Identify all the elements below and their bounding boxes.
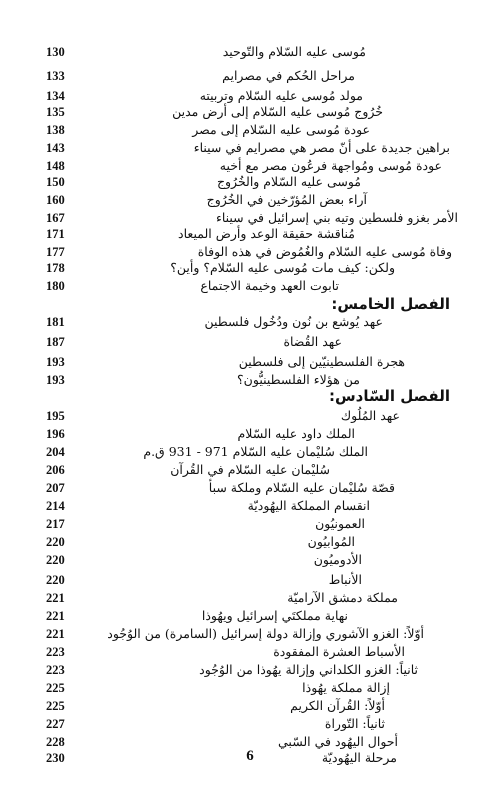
toc-page-number: 150 <box>46 175 65 189</box>
toc-title: عهد القُضاة <box>283 334 342 349</box>
toc-title: من هؤلاء الفلسطينيُّون؟ <box>237 372 360 387</box>
toc-title: آراء بعض المُؤرّخين في الخُرُوج <box>206 192 367 207</box>
toc-page-number: 207 <box>46 481 65 495</box>
toc-entry <box>0 352 500 372</box>
toc-entry <box>0 532 500 552</box>
toc-title: أوّلاً: القُرآن الكريم <box>290 698 385 713</box>
toc-title: براهين جديدة على أنّ مصر هي مصرايم في سيناء <box>193 140 450 155</box>
toc-page-number: 221 <box>46 591 65 605</box>
toc-title: سُليْمان عليه السّلام في القُرآن <box>170 462 330 477</box>
toc-title: أحوال اليهُود في السّبي <box>278 734 398 749</box>
toc-page-number: 223 <box>46 645 65 659</box>
toc-page-number: 195 <box>46 409 65 423</box>
toc-title: الأمر بغزو فلسطين وتيه بني إسرائيل في سيناء <box>215 210 458 225</box>
toc-entry <box>0 424 500 444</box>
toc-entry <box>0 66 500 86</box>
toc-title: عهد المُلُوك <box>340 408 400 423</box>
toc-title: أوّلاً: الغزو الآشوري وإزالة دولة إسرائيل (السامرة) من الوُجُود <box>107 626 424 641</box>
toc-entry <box>0 172 500 192</box>
toc-page-number: 223 <box>46 663 65 677</box>
toc-title: قصّة سُليْمان عليه السّلام وملكة سبأ <box>208 480 395 495</box>
toc-page-number: 193 <box>46 355 65 369</box>
toc-page-number: 196 <box>46 427 65 441</box>
toc-title: عودة مُوسى عليه السّلام إلى مصر <box>192 122 370 137</box>
toc-title: مرحلة اليهُوديّة <box>321 750 397 765</box>
toc-title: خُرُوج مُوسى عليه السّلام إلى أرض مدين <box>172 104 383 119</box>
toc-page-number: 220 <box>46 553 65 567</box>
toc-page-number: 177 <box>46 245 65 259</box>
toc-entry <box>0 190 500 210</box>
toc-title: الملك سُليْمان عليه السّلام 971 - 931 ق.م <box>143 444 368 459</box>
toc-title: مملكة دمشق الآراميّة <box>287 590 398 605</box>
toc-title: انقسام المملكة اليهُوديّة <box>247 498 370 513</box>
toc-entry <box>0 442 500 462</box>
toc-entry <box>0 660 500 680</box>
toc-title: الأسباط العشرة المفقودة <box>273 644 405 659</box>
toc-title: ولكن: كيف مات مُوسى عليه السّلام؟ وأين؟ <box>170 260 395 275</box>
toc-title: ثانياً: التّوراة <box>324 716 385 731</box>
toc-entry <box>0 496 500 516</box>
toc-title: هجرة الفلسطينيّين إلى فلسطين <box>238 354 405 369</box>
toc-title: مولد مُوسى عليه السّلام وتربيته <box>199 88 363 103</box>
toc-entry <box>0 102 500 122</box>
toc-title: الأدوميُون <box>313 552 362 567</box>
toc-entry <box>0 642 500 662</box>
toc-entry <box>0 514 500 534</box>
toc-entry <box>0 460 500 480</box>
toc-title: المُوابيُون <box>307 534 355 549</box>
toc-title: الفصل الخامس: <box>331 295 450 313</box>
toc-page-number: 214 <box>46 499 65 513</box>
toc-title: العمونيُون <box>315 516 365 531</box>
toc-entry <box>0 550 500 570</box>
toc-page-number: 180 <box>46 279 65 293</box>
toc-page-number: 217 <box>46 517 65 531</box>
toc-entry <box>0 120 500 140</box>
toc-entry <box>0 624 500 644</box>
toc-page-number: 187 <box>46 335 65 349</box>
toc-title: وفاة مُوسى عليه السّلام والغُمُوض في هذه الوفاة <box>197 244 452 259</box>
toc-entry <box>0 478 500 498</box>
toc-page-number: 133 <box>46 69 65 83</box>
toc-page-number: 134 <box>46 89 65 103</box>
toc-page-number: 148 <box>46 159 65 173</box>
toc-page-number: 220 <box>46 535 65 549</box>
toc-section-heading <box>0 294 500 314</box>
toc-page-number: 225 <box>46 681 65 695</box>
toc-title: الفصل السّادس: <box>328 387 450 405</box>
toc-section-heading <box>0 386 500 406</box>
toc-page-number: 171 <box>46 227 65 241</box>
toc-page-number: 181 <box>46 315 65 329</box>
toc-title: مراحل الحُكم في مصرايم <box>222 68 355 83</box>
toc-entry <box>0 406 500 426</box>
toc-page-number: 227 <box>46 717 65 731</box>
toc-entry <box>0 588 500 608</box>
toc-page-number: 221 <box>46 627 65 641</box>
toc-entry <box>0 224 500 244</box>
toc-page-number: 193 <box>46 373 65 387</box>
toc-title: مُناقشة حقيقة الوعد وأرض الميعاد <box>178 226 355 241</box>
toc-page-number: 206 <box>46 463 65 477</box>
toc-entry <box>0 276 500 296</box>
toc-entry <box>0 570 500 590</box>
toc-page-number: 167 <box>46 211 65 225</box>
toc-page-number: 225 <box>46 699 65 713</box>
toc-page-number: 178 <box>46 261 65 275</box>
toc-title: نهاية مملكتَي إسرائيل ويهُوذا <box>201 608 348 623</box>
toc-title: عهد يُوشع بن نُون ودُخُول فلسطين <box>204 314 383 329</box>
toc-page-number: 143 <box>46 141 65 155</box>
toc-entry <box>0 258 500 278</box>
toc-title: مُوسى عليه السّلام والخُرُوج <box>216 174 361 189</box>
toc-page-number: 160 <box>46 193 65 207</box>
toc-entry <box>0 606 500 626</box>
toc-title: إزالة مملكة يهُوذا <box>302 680 390 695</box>
toc-page-number: 138 <box>46 123 65 137</box>
toc-page-number: 204 <box>46 445 65 459</box>
toc-title: عودة مُوسى ومُواجهة فرعُون مصر مع أخيه <box>219 158 442 173</box>
toc-entry <box>0 332 500 352</box>
toc-page-number: 220 <box>46 573 65 587</box>
toc-entry <box>0 696 500 716</box>
toc-page-number: 135 <box>46 105 65 119</box>
toc-page-number: 221 <box>46 609 65 623</box>
toc-entry <box>0 714 500 734</box>
toc-entry <box>0 678 500 698</box>
toc-entry <box>0 312 500 332</box>
toc-page-number: 130 <box>46 45 65 59</box>
toc-entry <box>0 42 500 62</box>
toc-page-number: 230 <box>46 751 65 765</box>
toc-page-number: 228 <box>46 735 65 749</box>
toc-entry <box>0 138 500 158</box>
toc-title: الأنباط <box>328 572 362 587</box>
toc-title: تابوت العهد وخيمة الاجتماع <box>200 278 339 293</box>
toc-title: ثانياً: الغزو الكلداني وإزالة يهُوذا من الوُجُود <box>199 662 418 677</box>
toc-title: الملك داود عليه السّلام <box>237 426 355 441</box>
toc-title: مُوسى عليه السّلام والتّوحيد <box>222 44 366 59</box>
page-number: 6 <box>246 748 254 764</box>
